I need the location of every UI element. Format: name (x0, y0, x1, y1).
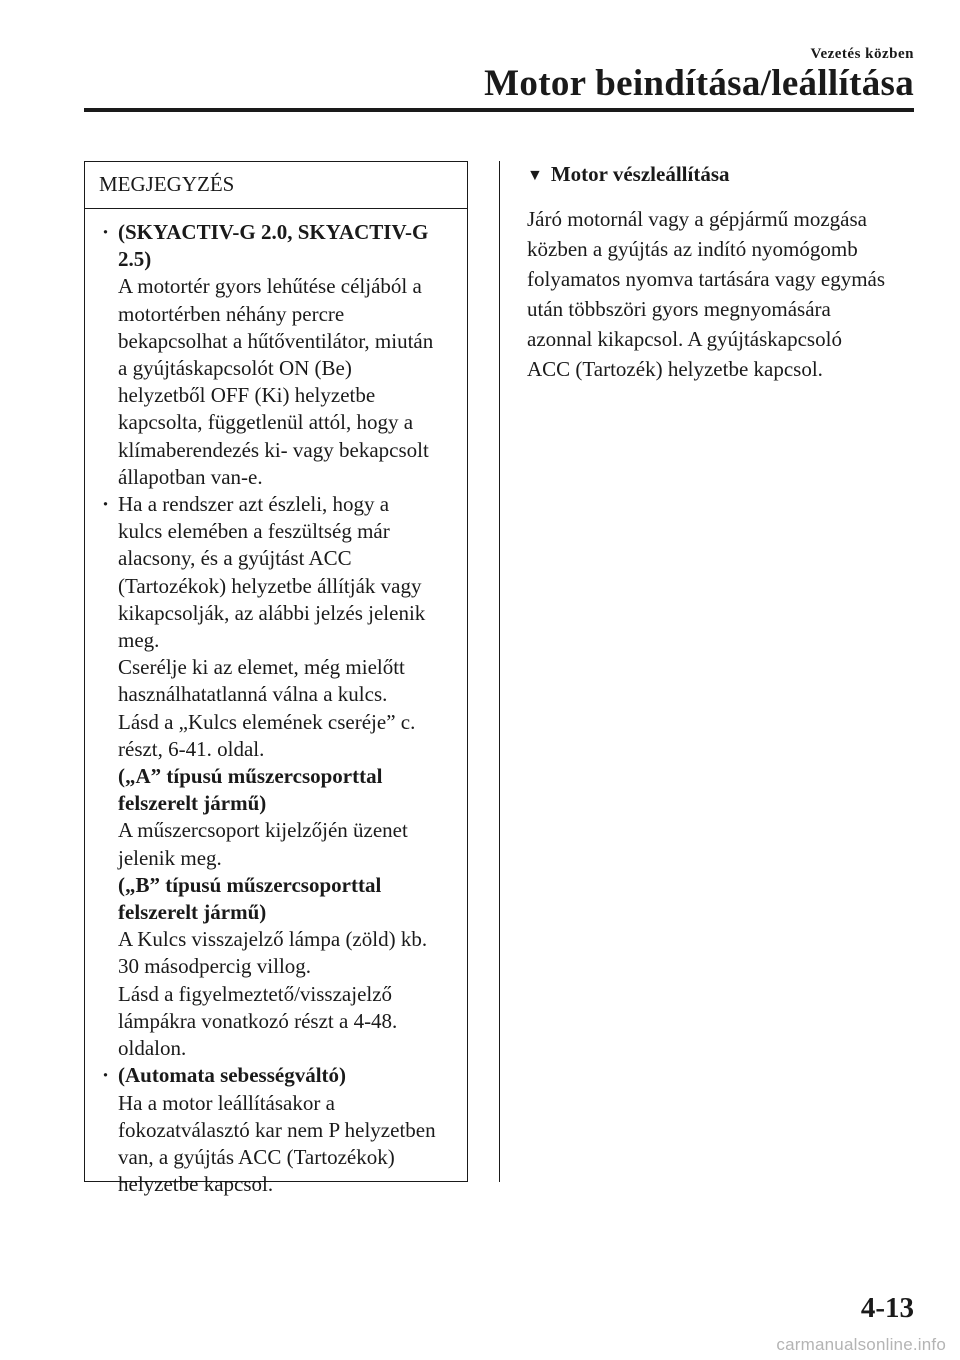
note-list (85, 219, 467, 1198)
section-heading-text: Motor vészleállítása (550, 162, 730, 186)
note-subheading-line: („A” típusú műszercsoporttal (118, 764, 383, 789)
note-item-title-line: (SKYACTIV-G 2.0, SKYACTIV-G (118, 220, 429, 244)
section-body-line: után többszöri gyors megnyomására (527, 297, 831, 321)
bullet-icon: · (102, 1063, 110, 1088)
note-item-line: kikapcsolják, az alábbi jelzés jelenik (118, 600, 426, 625)
note-box (84, 161, 468, 1197)
section-body-line: azonnal kikapcsol. A gyújtáskapcsoló (527, 327, 842, 351)
note-item-line: kulcs elemében a feszültség már (118, 519, 390, 544)
note-item (85, 1062, 467, 1198)
section-body-line: Járó motornál vagy a gépjármű mozgása (527, 207, 867, 231)
note-heading: MEGJEGYZÉS (85, 162, 467, 209)
note-item-line: van, a gyújtás ACC (Tartozékok) (118, 1144, 395, 1169)
page-header-section: Vezetés közben (810, 46, 914, 62)
note-item-title-line: 2.5) (118, 247, 152, 272)
note-item-line: használhatatlanná válna a kulcs. (118, 682, 388, 707)
note-item-line: Lásd a „Kulcs elemének cseréje” c. (118, 709, 416, 734)
note-item-line: Cserélje ki az elemet, még mielőtt (118, 655, 405, 680)
note-item (85, 219, 467, 491)
note-item-title-line: (Automata sebességváltó) (118, 1063, 347, 1088)
note-item-line: alacsony, és a gyújtást ACC (118, 546, 352, 571)
header-rule (84, 108, 914, 112)
note-item-line: meg. (118, 628, 160, 653)
right-column (527, 161, 917, 384)
triangle-down-icon: ▼ (527, 167, 543, 184)
section-body-line: ACC (Tartozék) helyzetbe kapcsol. (527, 357, 823, 381)
section-body-line: közben a gyújtás az indító nyomógomb (527, 237, 858, 261)
note-item-line: 30 másodpercig villog. (118, 954, 312, 979)
section-body (527, 204, 917, 384)
section-body-line: folyamatos nyomva tartására vagy egymás (527, 267, 886, 291)
note-subheading-line: („B” típusú műszercsoporttal (118, 872, 382, 897)
note-item-line: Ha a rendszer azt észleli, hogy a (118, 492, 390, 517)
bullet-icon: · (102, 492, 110, 517)
note-item-line: bekapcsolhat a hűtőventilátor, miután (118, 328, 434, 353)
note-item-line: motortérben néhány percre (118, 301, 345, 326)
note-item-line: kapcsolta, függetlenül attól, hogy a (118, 410, 414, 435)
note-item-line: helyzetből OFF (Ki) helyzetbe (118, 383, 376, 408)
note-item-line: fokozatválasztó kar nem P helyzetben (118, 1117, 436, 1142)
note-item-line: állapotban van-e. (118, 464, 263, 489)
column-divider (499, 161, 500, 1182)
note-item-line: A műszercsoport kijelzőjén üzenet (118, 818, 408, 843)
bullet-icon: · (102, 220, 110, 244)
note-item-line: a gyújtáskapcsolót ON (Be) (118, 356, 352, 381)
note-item (85, 491, 467, 1062)
note-item-line: A motortér gyors lehűtése céljából a (118, 274, 422, 299)
note-item-line: helyzetbe kapcsol. (118, 1172, 274, 1197)
note-item-line: részt, 6-41. oldal. (118, 736, 265, 761)
note-subheading-line: felszerelt jármű) (118, 900, 267, 925)
note-subheading-line: felszerelt jármű) (118, 791, 267, 816)
note-item-line: (Tartozékok) helyzetbe állítják vagy (118, 573, 422, 598)
note-item-line: oldalon. (118, 1036, 187, 1061)
note-item-line: klímaberendezés ki- vagy bekapcsolt (118, 437, 429, 462)
note-item-line: Ha a motor leállításakor a (118, 1090, 335, 1115)
note-item-line: A Kulcs visszajelző lámpa (zöld) kb. (118, 927, 428, 952)
watermark: carmanualsonline.info (776, 1335, 946, 1354)
note-item-line: lámpákra vonatkozó részt a 4-48. (118, 1008, 398, 1033)
section-heading (527, 161, 917, 188)
page-header-title: Motor beindítása/leállítása (484, 63, 914, 104)
note-item-line: jelenik meg. (118, 845, 222, 870)
note-item-line: Lásd a figyelmeztető/visszajelző (118, 981, 393, 1006)
page-number: 4-13 (860, 1292, 914, 1324)
